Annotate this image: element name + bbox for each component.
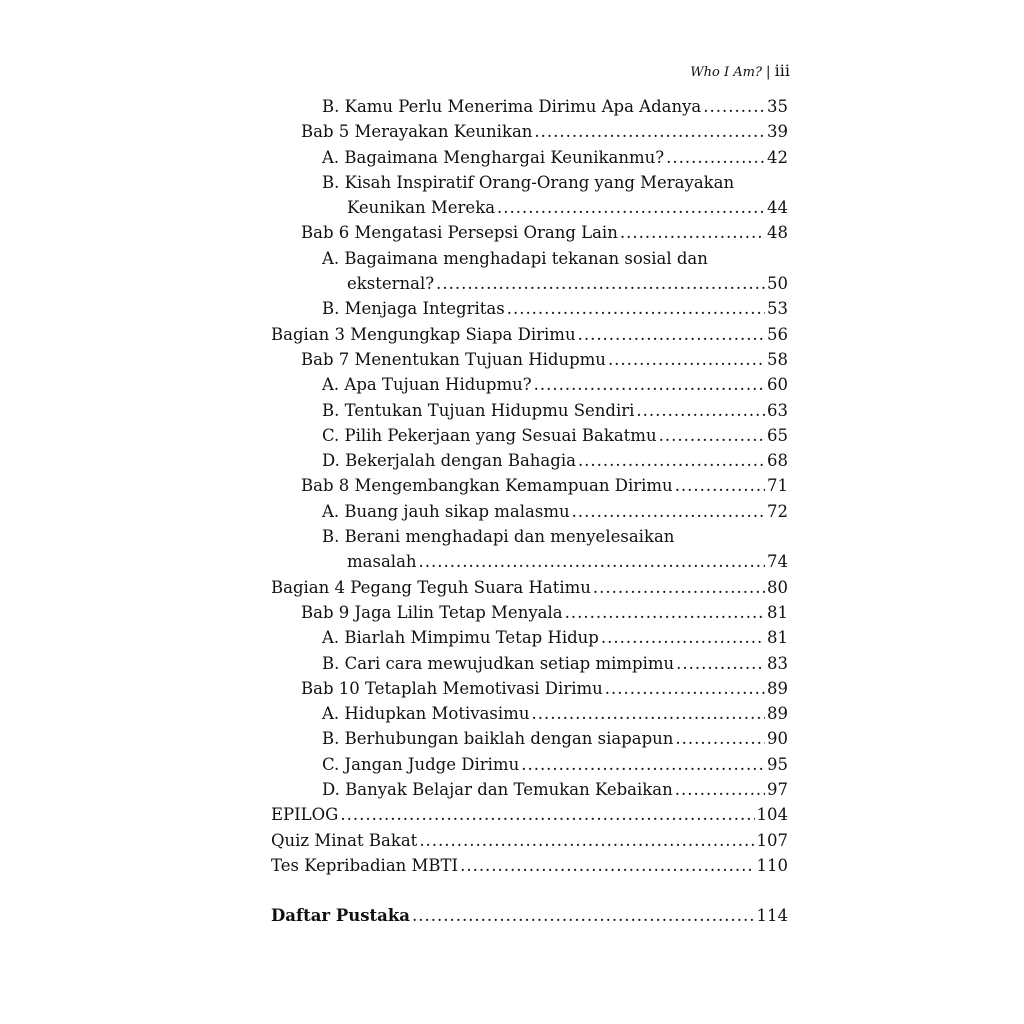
toc-entry[interactable] bbox=[271, 856, 788, 881]
toc-dot-leader bbox=[572, 502, 765, 521]
toc-entry[interactable] bbox=[271, 603, 788, 628]
toc-entry[interactable] bbox=[271, 729, 788, 754]
toc-dot-leader bbox=[412, 906, 755, 925]
toc-entry-page: 58 bbox=[767, 349, 788, 369]
toc-entry[interactable] bbox=[271, 401, 788, 426]
toc-dot-leader bbox=[507, 299, 765, 318]
toc-entry[interactable] bbox=[271, 906, 788, 931]
toc-entry-page: 74 bbox=[767, 552, 788, 572]
toc-entry-title: Bagian 4 Pegang Teguh Suara Hatimu bbox=[271, 577, 591, 597]
toc-entry-title: D. Banyak Belajar dan Temukan Kebaikan bbox=[322, 780, 673, 800]
toc-entry[interactable] bbox=[271, 755, 788, 780]
toc-entry-page: 89 bbox=[767, 704, 788, 724]
table-of-contents bbox=[271, 97, 788, 932]
toc-entry-title: B. Berhubungan baiklah dengan siapapun bbox=[322, 729, 674, 749]
toc-dot-leader bbox=[608, 350, 765, 369]
toc-dot-leader bbox=[419, 831, 754, 850]
toc-entry[interactable] bbox=[271, 325, 788, 350]
toc-entry-page: 97 bbox=[767, 780, 788, 800]
header-separator: | bbox=[765, 64, 771, 80]
toc-entry[interactable] bbox=[271, 198, 788, 223]
toc-dot-leader bbox=[703, 97, 765, 116]
toc-dot-leader bbox=[534, 375, 765, 394]
toc-dot-leader bbox=[666, 148, 765, 167]
toc-entry-title: EPILOG bbox=[271, 805, 339, 825]
toc-entry-page: 83 bbox=[767, 653, 788, 673]
toc-entry-title: C. Pilih Pekerjaan yang Sesuai Bakatmu bbox=[322, 425, 657, 445]
toc-entry-title: C. Jangan Judge Dirimu bbox=[322, 754, 520, 774]
toc-entry-title: B. Menjaga Integritas bbox=[322, 299, 505, 319]
toc-entry-page: 90 bbox=[767, 729, 788, 749]
toc-entry-page: 72 bbox=[767, 501, 788, 521]
toc-dot-leader bbox=[460, 856, 754, 875]
toc-dot-leader bbox=[675, 780, 765, 799]
toc-dot-leader bbox=[675, 729, 765, 748]
toc-entry-page: 80 bbox=[767, 577, 788, 597]
toc-entry[interactable] bbox=[271, 350, 788, 375]
toc-entry[interactable] bbox=[271, 97, 788, 122]
toc-entry-page: 53 bbox=[767, 299, 788, 319]
toc-entry[interactable] bbox=[271, 679, 788, 704]
toc-entry-title: Bab 10 Tetaplah Memotivasi Dirimu bbox=[301, 678, 603, 698]
toc-entry-title: A. Bagaimana Menghargai Keunikanmu? bbox=[322, 147, 665, 167]
toc-dot-leader bbox=[534, 122, 765, 141]
toc-entry[interactable] bbox=[271, 552, 788, 577]
toc-entry-title: B. Cari cara mewujudkan setiap mimpimu bbox=[322, 653, 675, 673]
toc-entry-page: 65 bbox=[767, 425, 788, 445]
toc-entry-title: B. Kamu Perlu Menerima Dirimu Apa Adanya bbox=[322, 97, 702, 116]
toc-entry[interactable] bbox=[271, 805, 788, 830]
toc-entry-title: Quiz Minat Bakat bbox=[271, 830, 418, 850]
toc-entry-title: A. Biarlah Mimpimu Tetap Hidup bbox=[322, 628, 599, 648]
toc-entry-title: Tes Kepribadian MBTI bbox=[271, 855, 459, 875]
toc-entry-page: 110 bbox=[756, 855, 788, 875]
toc-entry[interactable] bbox=[271, 249, 788, 274]
toc-entry[interactable] bbox=[271, 426, 788, 451]
toc-dot-leader bbox=[605, 679, 765, 698]
toc-dot-leader bbox=[521, 755, 765, 774]
toc-entry[interactable] bbox=[271, 831, 788, 856]
toc-entry[interactable] bbox=[271, 299, 788, 324]
toc-entry[interactable] bbox=[271, 451, 788, 476]
toc-entry-page: 89 bbox=[767, 678, 788, 698]
toc-entry[interactable] bbox=[271, 173, 788, 198]
toc-entry-page: 44 bbox=[767, 198, 788, 218]
toc-dot-leader bbox=[419, 552, 765, 571]
toc-entry[interactable] bbox=[271, 654, 788, 679]
toc-entry-title: B. Tentukan Tujuan Hidupmu Sendiri bbox=[322, 400, 635, 420]
toc-entry-title: masalah bbox=[347, 552, 417, 572]
toc-entry-page: 107 bbox=[756, 830, 788, 850]
toc-dot-leader bbox=[675, 476, 765, 495]
toc-entry-title: Bab 5 Merayakan Keunikan bbox=[301, 122, 533, 142]
toc-entry[interactable] bbox=[271, 375, 788, 400]
toc-entry-title: D. Bekerjalah dengan Bahagia bbox=[322, 451, 576, 471]
toc-entry-title: Bagian 3 Mengungkap Siapa Dirimu bbox=[271, 324, 576, 344]
toc-entry-page: 63 bbox=[767, 400, 788, 420]
toc-spacer bbox=[271, 881, 788, 906]
toc-entry-page: 39 bbox=[767, 122, 788, 142]
toc-entry-page: 35 bbox=[767, 97, 788, 116]
toc-dot-leader bbox=[578, 451, 765, 470]
toc-entry[interactable] bbox=[271, 223, 788, 248]
toc-entry-title: Bab 9 Jaga Lilin Tetap Menyala bbox=[301, 602, 563, 622]
toc-entry-page: 42 bbox=[767, 147, 788, 167]
toc-entry-title: B. Berani menghadapi dan menyelesaikan bbox=[322, 527, 675, 547]
toc-entry[interactable] bbox=[271, 704, 788, 729]
running-header bbox=[690, 61, 790, 83]
toc-entry-title: A. Hidupkan Motivasimu bbox=[322, 704, 530, 724]
toc-dot-leader bbox=[531, 704, 765, 723]
toc-entry[interactable] bbox=[271, 476, 788, 501]
toc-dot-leader bbox=[601, 628, 765, 647]
header-book-title: Who I Am? bbox=[690, 65, 762, 80]
toc-entry-title: Bab 7 Menentukan Tujuan Hidupmu bbox=[301, 349, 606, 369]
toc-entry-title: Daftar Pustaka bbox=[271, 906, 410, 926]
toc-entry[interactable] bbox=[271, 122, 788, 147]
toc-entry[interactable] bbox=[271, 527, 788, 552]
toc-entry-title: Bab 8 Mengembangkan Kemampuan Dirimu bbox=[301, 476, 673, 496]
toc-entry-title: A. Buang jauh sikap malasmu bbox=[322, 501, 570, 521]
toc-entry-title: A. Bagaimana menghadapi tekanan sosial dan bbox=[322, 248, 708, 268]
toc-entry-page: 60 bbox=[767, 375, 788, 395]
toc-entry-page: 71 bbox=[767, 476, 788, 496]
toc-entry-page: 95 bbox=[767, 754, 788, 774]
toc-dot-leader bbox=[659, 426, 765, 445]
toc-dot-leader bbox=[593, 578, 765, 597]
toc-entry[interactable] bbox=[271, 578, 788, 603]
toc-entry[interactable] bbox=[271, 780, 788, 805]
toc-dot-leader bbox=[565, 603, 765, 622]
toc-entry-page: 68 bbox=[767, 451, 788, 471]
toc-entry-title: B. Kisah Inspiratif Orang-Orang yang Merayakan bbox=[322, 172, 735, 192]
toc-dot-leader bbox=[620, 223, 765, 242]
header-page-number: iii bbox=[774, 61, 790, 80]
toc-entry-title: eksternal? bbox=[347, 274, 435, 294]
toc-entry-page: 104 bbox=[756, 805, 788, 825]
toc-dot-leader bbox=[578, 325, 765, 344]
toc-entry-page: 56 bbox=[767, 324, 788, 344]
toc-entry-page: 81 bbox=[767, 602, 788, 622]
toc-entry-title: Keunikan Mereka bbox=[347, 198, 496, 218]
toc-dot-leader bbox=[436, 274, 765, 293]
toc-entry-page: 81 bbox=[767, 628, 788, 648]
toc-dot-leader bbox=[676, 654, 765, 673]
toc-entry[interactable] bbox=[271, 148, 788, 173]
toc-entry-title: A. Apa Tujuan Hidupmu? bbox=[322, 375, 532, 395]
toc-entry-title: Bab 6 Mengatasi Persepsi Orang Lain bbox=[301, 223, 618, 243]
toc-entry[interactable] bbox=[271, 274, 788, 299]
toc-dot-leader bbox=[636, 401, 765, 420]
toc-entry[interactable] bbox=[271, 502, 788, 527]
toc-entry[interactable] bbox=[271, 628, 788, 653]
toc-entry-page: 48 bbox=[767, 223, 788, 243]
toc-dot-leader bbox=[340, 805, 754, 824]
toc-dot-leader bbox=[497, 198, 765, 217]
toc-entry-page: 114 bbox=[756, 906, 788, 926]
toc-entry-page: 50 bbox=[767, 274, 788, 294]
